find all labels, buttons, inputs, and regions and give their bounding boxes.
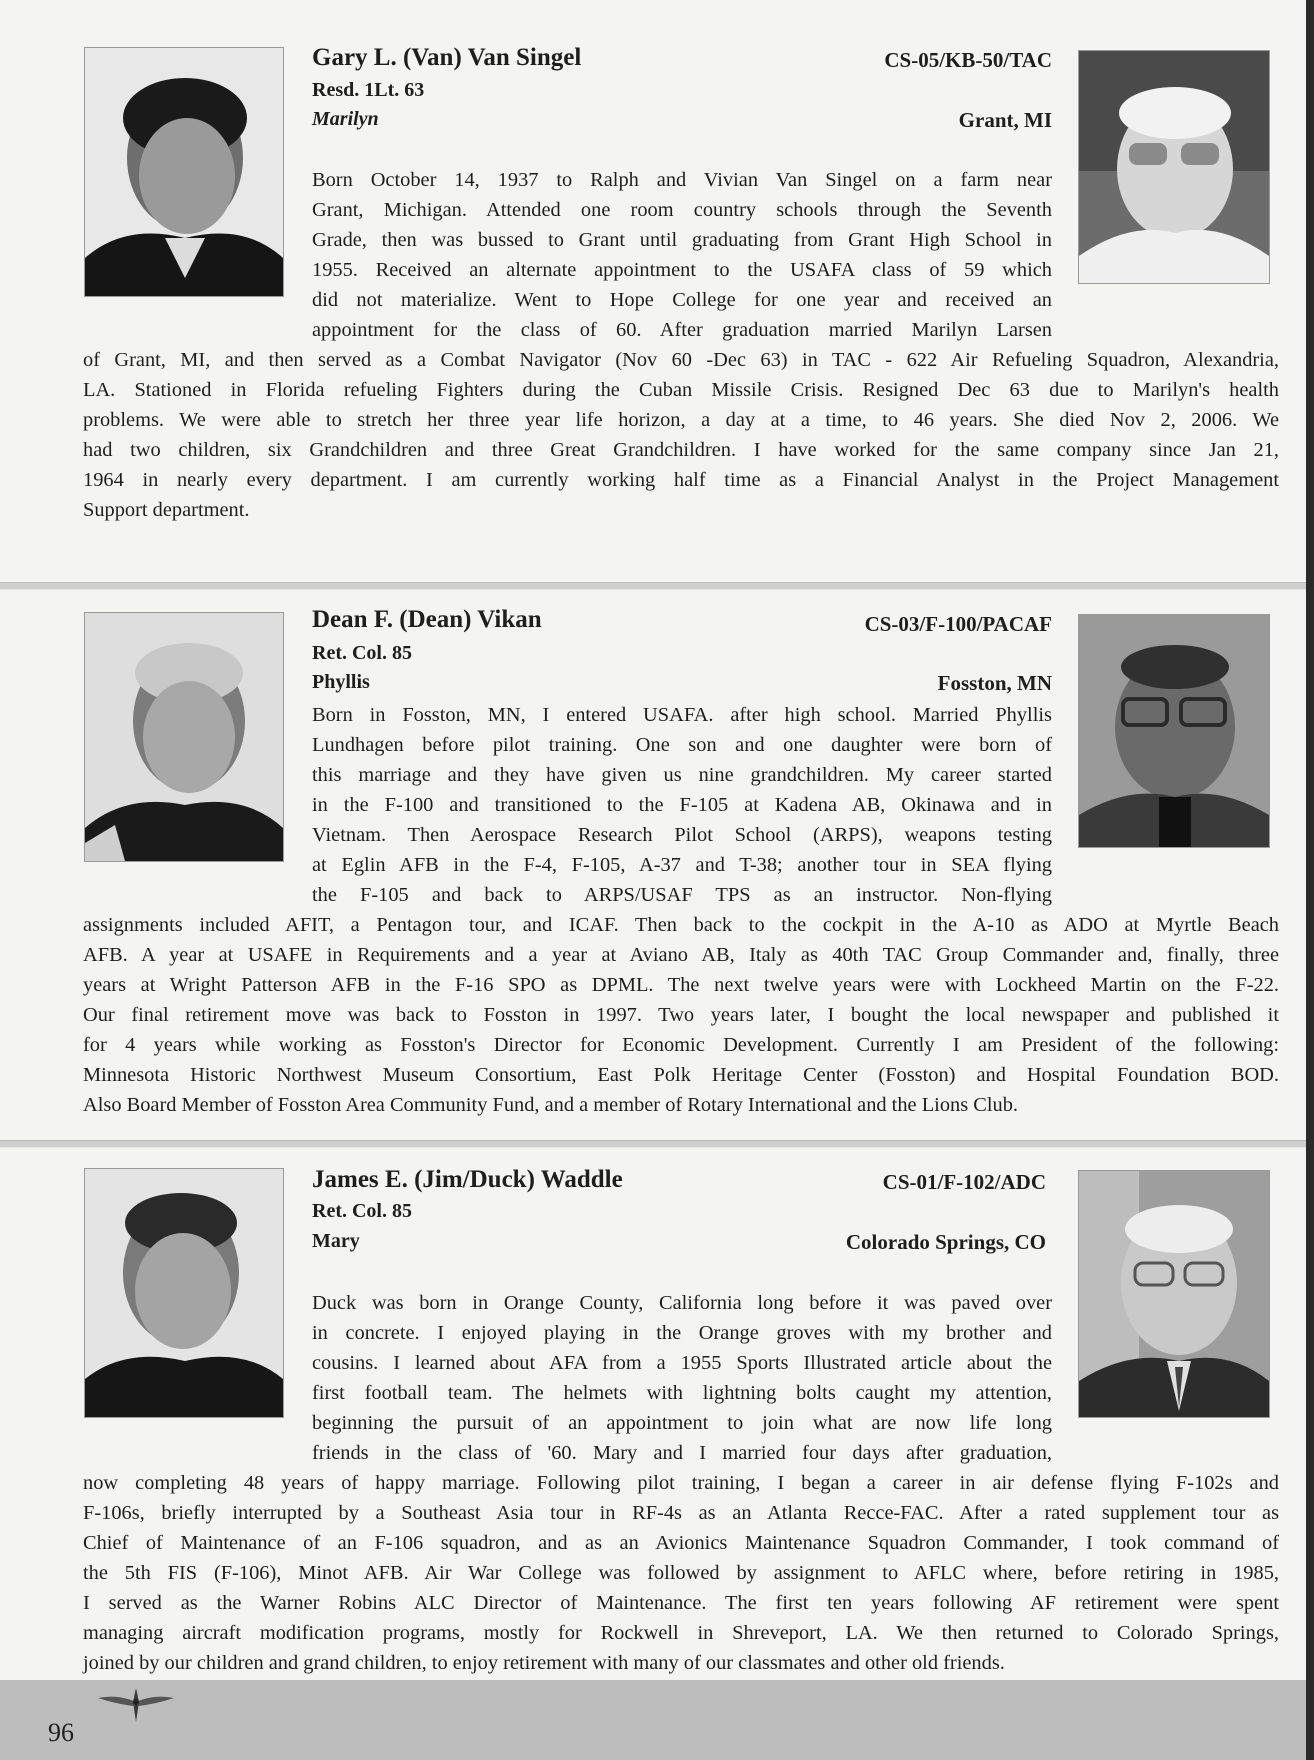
recent-photo <box>1078 1170 1270 1418</box>
bio-line: problems. We were able to stretch her three year life horizon, a day at a time, to 46 years. She died Nov 2, 2006. We <box>83 409 1279 431</box>
recent-photo <box>1078 50 1270 284</box>
rank: Ret. Col. 85 <box>312 1200 412 1222</box>
footer-band <box>0 1680 1314 1760</box>
bio-line: Also Board Member of Fosston Area Community Fund, and a member of Rotary International and the Lions Club. <box>83 1094 1018 1116</box>
bio-line: Duck was born in Orange County, California long before it was paved over <box>312 1292 1052 1314</box>
squadron-code: CS-05/KB-50/TAC <box>884 48 1052 72</box>
bio-line: this marriage and they have given us nine grandchildren. My career started <box>312 764 1052 786</box>
hometown: Colorado Springs, CO <box>845 1230 1046 1254</box>
bio-line: beginning the pursuit of an appointment to join what are now life long <box>312 1412 1052 1434</box>
bio-line: for 4 years while working as Fosston's Director for Economic Development. Currently I am President of the following: <box>83 1034 1279 1056</box>
bio-line: 1964 in nearly every department. I am currently working half time as a Financial Analyst in the Project Management <box>83 469 1279 491</box>
person-name: James E. (Jim/Duck) Waddle <box>312 1166 623 1193</box>
bio-line: Vietnam. Then Aerospace Research Pilot School (ARPS), weapons testing <box>312 824 1052 846</box>
squadron-code: CS-01/F-102/ADC <box>882 1170 1046 1194</box>
recent-photo <box>1078 614 1270 848</box>
rank: Ret. Col. 85 <box>312 642 412 664</box>
cadet-photo <box>84 1168 284 1418</box>
bio-line: Minnesota Historic Northwest Museum Consortium, East Polk Heritage Center (Fosston) and Hospital Foundation BOD. <box>83 1064 1279 1086</box>
bio-line: assignments included AFIT, a Pentagon tour, and ICAF. Then back to the cockpit in the A-10 as ADO at Myrtle Beach <box>83 914 1279 936</box>
spouse-name: Mary <box>312 1230 360 1252</box>
bio-line: the F-105 and back to ARPS/USAF TPS as an instructor. Non-flying <box>312 884 1052 906</box>
bio-line: in the F-100 and transitioned to the F-105 at Kadena AB, Okinawa and in <box>312 794 1052 816</box>
cadet-photo <box>84 612 284 862</box>
bio-line: cousins. I learned about AFA from a 1955 Sports Illustrated article about the <box>312 1352 1052 1374</box>
bio-line: the 5th FIS (F-106), Minot AFB. Air War College was followed by assignment to AFLC where, before retiring in 1985, <box>83 1562 1279 1584</box>
spouse-name: Phyllis <box>312 671 370 693</box>
bio-line: 1955. Received an alternate appointment to the USAFA class of 59 which <box>312 259 1052 281</box>
person-name: Gary L. (Van) Van Singel <box>312 44 582 71</box>
bio-line: Grant, Michigan. Attended one room country schools through the Seventh <box>312 199 1052 221</box>
bio-line: I served as the Warner Robins ALC Director of Maintenance. The first ten years following AF retirement were spent <box>83 1592 1279 1614</box>
bio-line: Lundhagen before pilot training. One son and one daughter were born of <box>312 734 1052 756</box>
bio-line: Our final retirement move was back to Fosston in 1997. Two years later, I bought the local newspaper and published it <box>83 1004 1279 1026</box>
bio-line: managing aircraft modification programs, mostly for Rockwell in Shreveport, LA. We then returned to Colorado Springs, <box>83 1622 1279 1644</box>
bio-line: years at Wright Patterson AFB in the F-16 SPO as DPML. The next twelve years were with Lockheed Martin on the F-22. <box>83 974 1279 996</box>
bio-line: F-106s, briefly interrupted by a Southeast Asia tour in RF-4s as an Atlanta Recce-FAC. After a rated supplement tour as <box>83 1502 1279 1524</box>
section-divider <box>0 1140 1314 1148</box>
bio-line: Born October 14, 1937 to Ralph and Vivian Van Singel on a farm near <box>312 169 1052 191</box>
page-edge-shadow <box>1306 0 1314 1760</box>
bio-line: did not materialize. Went to Hope College for one year and received an <box>312 289 1052 311</box>
bio-line: AFB. A year at USAFE in Requirements and a year at Aviano AB, Italy as 40th TAC Group Commander and, finally, three <box>83 944 1279 966</box>
bio-line: Chief of Maintenance of an F-106 squadron, and as an Avionics Maintenance Squadron Commander, I took command of <box>83 1532 1279 1554</box>
wings-emblem-icon <box>96 1682 176 1728</box>
page-number: 96 <box>48 1718 74 1747</box>
bio-line: now completing 48 years of happy marriage. Following pilot training, I began a career in air defense flying F-102s and <box>83 1472 1279 1494</box>
bio-line: Born in Fosston, MN, I entered USAFA. after high school. Married Phyllis <box>312 704 1052 726</box>
bio-line: had two children, six Grandchildren and three Great Grandchildren. I have worked for the same company since Jan 21, <box>83 439 1279 461</box>
person-name: Dean F. (Dean) Vikan <box>312 606 542 633</box>
rank: Resd. 1Lt. 63 <box>312 79 425 101</box>
bio-line: joined by our children and grand children, to enjoy retirement with many of our classmates and other old friends. <box>83 1652 1005 1674</box>
squadron-code: CS-03/F-100/PACAF <box>864 612 1052 636</box>
bio-line: at Eglin AFB in the F-4, F-105, A-37 and T-38; another tour in SEA flying <box>312 854 1052 876</box>
hometown: Fosston, MN <box>937 671 1052 695</box>
bio-line: of Grant, MI, and then served as a Combat Navigator (Nov 60 -Dec 63) in TAC - 622 Air Refueling Squadron, Alexandria, <box>83 349 1279 371</box>
bio-line: in concrete. I enjoyed playing in the Orange groves with my brother and <box>312 1322 1052 1344</box>
spouse-name: Marilyn <box>312 108 379 130</box>
bio-line: appointment for the class of 60. After graduation married Marilyn Larsen <box>312 319 1052 341</box>
bio-line: Support department. <box>83 499 250 521</box>
cadet-photo <box>84 47 284 297</box>
bio-line: LA. Stationed in Florida refueling Fighters during the Cuban Missile Crisis. Resigned Dec 63 due to Marilyn's health <box>83 379 1279 401</box>
section-divider <box>0 582 1314 590</box>
bio-line: first football team. The helmets with lightning bolts caught my attention, <box>312 1382 1052 1404</box>
bio-line: Grade, then was bussed to Grant until graduating from Grant High School in <box>312 229 1052 251</box>
bio-line: friends in the class of '60. Mary and I married four days after graduation, <box>312 1442 1052 1464</box>
hometown: Grant, MI <box>958 108 1052 132</box>
